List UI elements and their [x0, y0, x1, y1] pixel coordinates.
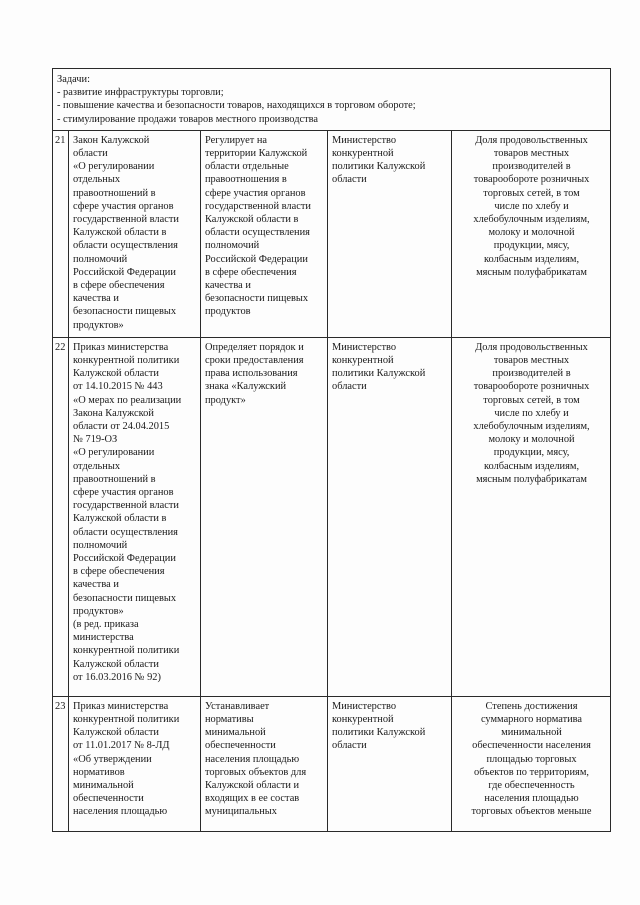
tasks-cell — [53, 69, 611, 131]
table-row — [53, 696, 611, 831]
table-row — [53, 337, 611, 696]
executor-cell: Министерство конкурентной политики Калужской области — [328, 337, 452, 696]
executor-cell: Министерство конкурентной политики Калужской области — [328, 696, 452, 831]
indicator-cell: Степень достижения суммарного норматива минимальной обеспеченности населения площадью торговых объектов по территориям, где обеспеченность населения площадью торговых объектов меньше — [452, 696, 611, 831]
row-number: 21 — [53, 130, 69, 337]
subject-cell: Устанавливает нормативы минимальной обеспеченности населения площадью торговых объектов для Калужской области и входящих в ее состав муниципальных — [201, 696, 328, 831]
tasks-row — [53, 69, 611, 131]
executor-cell: Министерство конкурентной политики Калужской области — [328, 130, 452, 337]
subject-cell: Регулирует на территории Калужской области отдельные правоотношения в сфере участия органов государственной власти Калужской области в области осуществления полномочий Российской Федерации в сфере обеспечения качества и безопасности пищевых продуктов — [201, 130, 328, 337]
tasks-title: Задачи: — [57, 74, 90, 85]
task-item: - повышение качества и безопасности товаров, находящихся в торговом обороте; — [57, 100, 416, 112]
document-cell: Приказ министерства конкурентной политики Калужской области от 11.01.2017 № 8-ЛД «Об утверждении нормативов минимальной обеспеченности населения площадью — [69, 696, 201, 831]
measures-table — [52, 68, 611, 832]
task-item: - стимулирование продажи товаров местного производства — [57, 113, 319, 125]
indicator-cell: Доля продовольственных товаров местных производителей в товарообороте розничных торговых сетей, в том числе по хлебу и хлебобулочным изделиям, молоку и молочной продукции, мясу, колбасным изделиям, мясным полуфабрикатам — [452, 337, 611, 696]
subject-cell: Определяет порядок и сроки предоставления права использования знака «Калужский продукт» — [201, 337, 328, 696]
document-cell: Закон Калужской области «О регулировании отдельных правоотношений в сфере участия органов государственной власти Калужской области в области осуществления полномочий Российской Федерации в сфере обеспечения качества и безопасности пищевых продуктов» — [69, 130, 201, 337]
row-number: 23 — [53, 696, 69, 831]
document-cell: Приказ министерства конкурентной политики Калужской области от 14.10.2015 № 443 «О мерах по реализации Закона Калужской области от 24.04.2015 № 719-ОЗ «О регулировании отдельных правоотношений в сфере участия органов государственной власти Калужской области в области осуществления полномочий Российской Федерации в сфере обеспечения качества и безопасности пищевых продуктов» (в ред. приказа министерства конкурентной политики Калужской области от 16.03.2016 № 92) — [69, 337, 201, 696]
indicator-cell: Доля продовольственных товаров местных производителей в товарообороте розничных торговых сетей, в том числе по хлебу и хлебобулочным изделиям, молоку и молочной продукции, мясу, колбасным изделиям, мясным полуфабрикатам — [452, 130, 611, 337]
row-number: 22 — [53, 337, 69, 696]
table-row — [53, 130, 611, 337]
task-item: - развитие инфраструктуры торговли; — [57, 87, 224, 99]
